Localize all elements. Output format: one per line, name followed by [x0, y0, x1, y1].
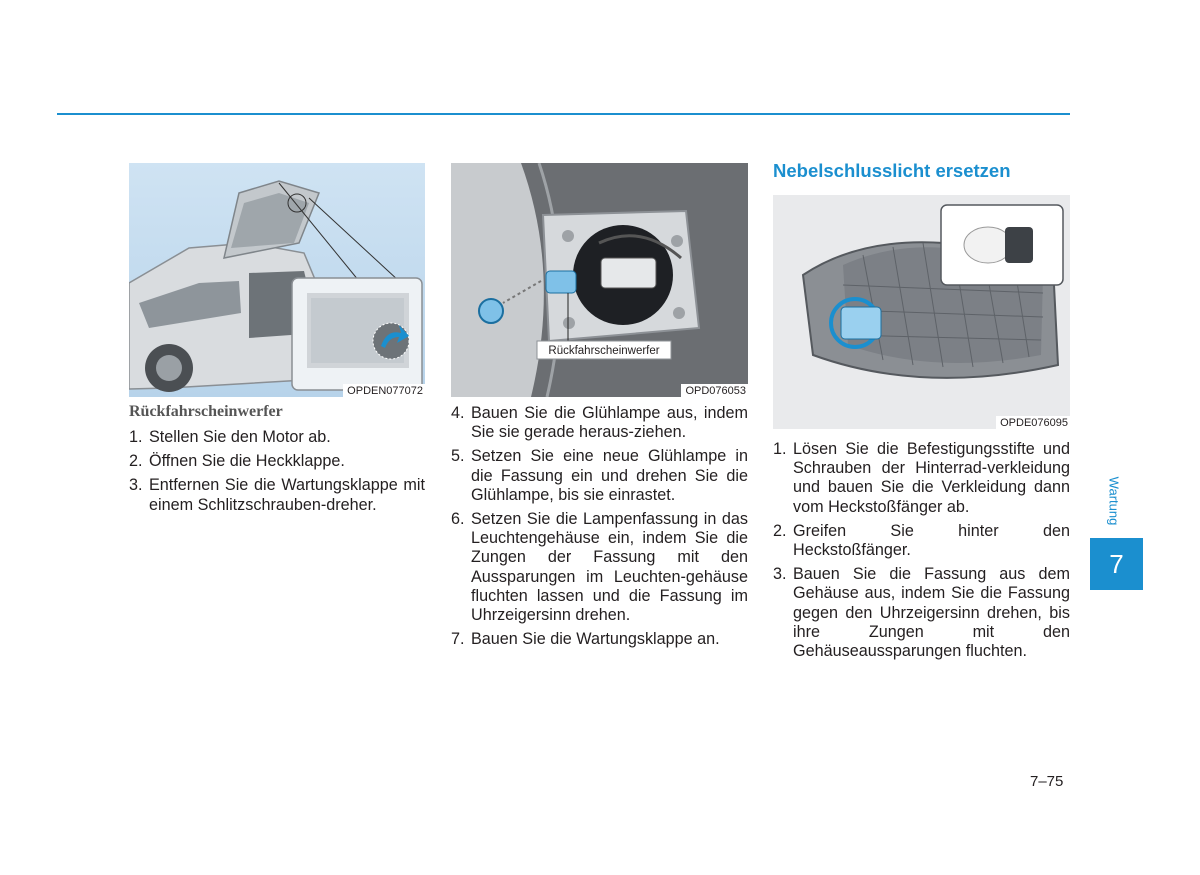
- figure-car-tailgate: [129, 163, 425, 397]
- figure-fog-lamp: [773, 195, 1070, 429]
- callout-label: Rückfahrscheinwerfer: [548, 345, 660, 357]
- step-item: 3. Bauen Sie die Fassung aus dem Gehäuse aus, indem Sie die Fassung gegen den Uhrzeigersinn drehen, bis ihre Zungen mit den Gehäuseaussparungen fluchten.: [773, 565, 1070, 661]
- step-item: 1. Stellen Sie den Motor ab.: [129, 428, 331, 446]
- figure-code: OPDEN077072: [343, 384, 425, 397]
- steps-col3: [773, 440, 1070, 666]
- figure-bulb-socket: [451, 163, 748, 397]
- fog-lamp-illustration: [773, 195, 1070, 429]
- steps-col1: [129, 428, 425, 520]
- step-item: 5. Setzen Sie eine neue Glühlampe in die Fassung ein und drehen Sie die Glühlampe, bis sie einrastet.: [451, 447, 748, 504]
- socket-illustration: [451, 163, 748, 397]
- header-rule: [57, 113, 1070, 115]
- step-item: 2. Öffnen Sie die Heckklappe.: [129, 452, 345, 471]
- car-illustration: [129, 163, 425, 397]
- step-item: 2. Greifen Sie hinter den Heckstoßfänger.: [773, 521, 1070, 560]
- subheading-rueckfahrscheinwerfer: Rückfahrscheinwerfer: [129, 403, 283, 420]
- page-number: 7–75: [1030, 773, 1064, 790]
- section-title: Nebelschlusslicht ersetzen: [773, 160, 1011, 181]
- steps-col2: [451, 404, 748, 654]
- step-item: 1. Lösen Sie die Befestigungsstifte und Schrauben der Hinterrad-verkleidung und bauen Sie die Verkleidung dann vom Heckstoßfänger ab.: [773, 440, 1070, 516]
- step-item: 4. Bauen Sie die Glühlampe aus, indem Sie sie gerade heraus-ziehen.: [451, 404, 748, 442]
- figure-code: OPD076053: [681, 384, 748, 397]
- step-item: 7. Bauen Sie die Wartungsklappe an.: [451, 630, 720, 649]
- chapter-tab: 7: [1090, 538, 1143, 590]
- step-item: 3. Entfernen Sie die Wartungsklappe mit einem Schlitzschrauben-dreher.: [129, 476, 425, 514]
- figure-code: OPDE076095: [996, 416, 1070, 429]
- step-item: 6. Setzen Sie die Lampenfassung in das Leuchtengehäuse ein, indem Sie die Zungen der Fassung mit den Aussparungen im Leuchten-gehäuse fluchten lassen und die Fassung im Uhrzeigersinn drehen.: [451, 510, 748, 625]
- chapter-label: Wartung: [1106, 476, 1122, 526]
